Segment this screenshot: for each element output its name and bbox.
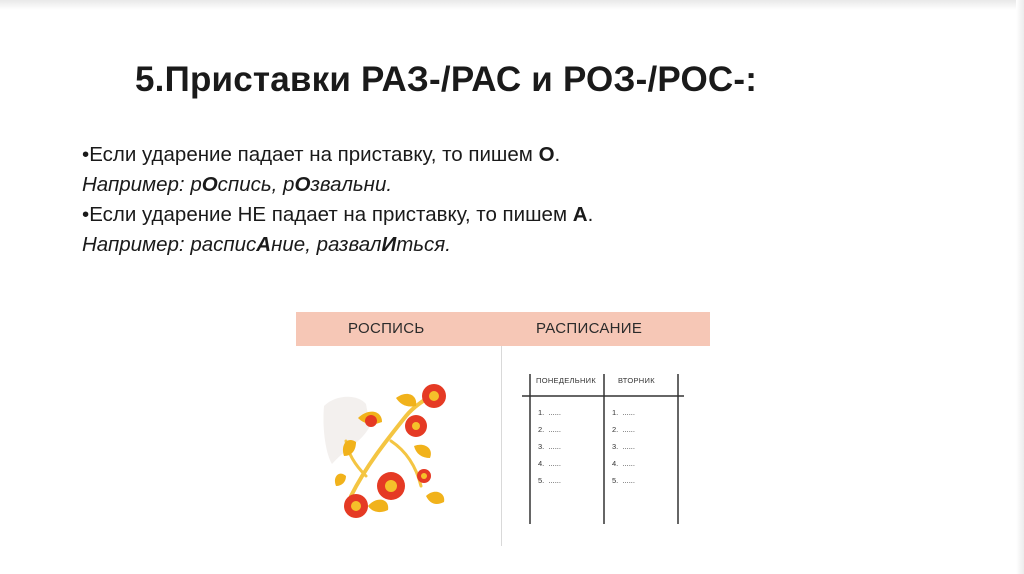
ornament-panel [296,346,501,546]
rule-text: Если ударение НЕ падает на приставку, то пишем [89,203,573,226]
example-stressed [82,170,802,200]
leaf [396,394,416,407]
right-edge-shadow [1016,0,1024,574]
figure-header [296,312,710,346]
schedule-header-monday: ПОНЕДЕЛЬНИК [536,376,597,385]
schedule-row: 1. ...... [538,408,561,417]
leaf [368,500,388,512]
example-part: спись, р [217,173,295,196]
flower [365,415,377,427]
ornament-illustration [296,346,501,546]
example-part: ться. [396,233,451,256]
schedule-row: 4. ...... [612,459,635,468]
schedule-row: 4. ...... [538,459,561,468]
rule-letter: О [538,143,555,166]
schedule-panel [502,346,710,546]
example-stress-letter: А [256,233,272,256]
example-stress-letter: И [381,233,397,256]
flower [405,415,427,437]
example-part: распис [190,233,257,256]
flower [344,494,368,518]
rule-stressed [82,140,802,170]
example-part: ние, развал [271,233,382,256]
rule-punct: . [554,143,561,166]
bullet: • [82,203,90,226]
example-stress-letter: О [294,173,311,196]
schedule-row: 3. ...... [538,442,561,451]
bullet: • [82,143,90,166]
flower [422,384,446,408]
rule-letter: А [572,203,588,226]
schedule-header-tuesday: ВТОРНИК [618,376,655,385]
schedule-grid [502,346,710,546]
schedule-row: 5. ...... [538,476,561,485]
header-rospis: РОСПИСЬ [348,320,425,337]
header-raspisanie: РАСПИСАНИЕ [536,320,643,337]
example-label: Например: [82,233,191,256]
leaf [426,492,444,504]
top-edge-shadow [0,0,1024,10]
schedule-row: 1. ...... [612,408,635,417]
leaf [335,474,346,486]
example-part: звальни. [310,173,393,196]
rules-text [82,140,802,260]
rule-text: Если ударение падает на приставку, то пишем [89,143,539,166]
example-stress-letter: О [201,173,218,196]
slide-title: 5.Приставки РАЗ-/РАС и РОЗ-/РОС-: [135,60,758,99]
leaf [414,445,431,458]
comparison-figure [296,312,710,546]
schedule-row: 2. ...... [612,425,635,434]
example-label: Например: [82,173,191,196]
schedule-row: 3. ...... [612,442,635,451]
flower [417,469,431,483]
flower [377,472,405,500]
rule-punct: . [587,203,594,226]
schedule-row: 5. ...... [612,476,635,485]
example-unstressed [82,230,802,260]
example-part: р [190,173,202,196]
schedule-row: 2. ...... [538,425,561,434]
rule-unstressed [82,200,802,230]
